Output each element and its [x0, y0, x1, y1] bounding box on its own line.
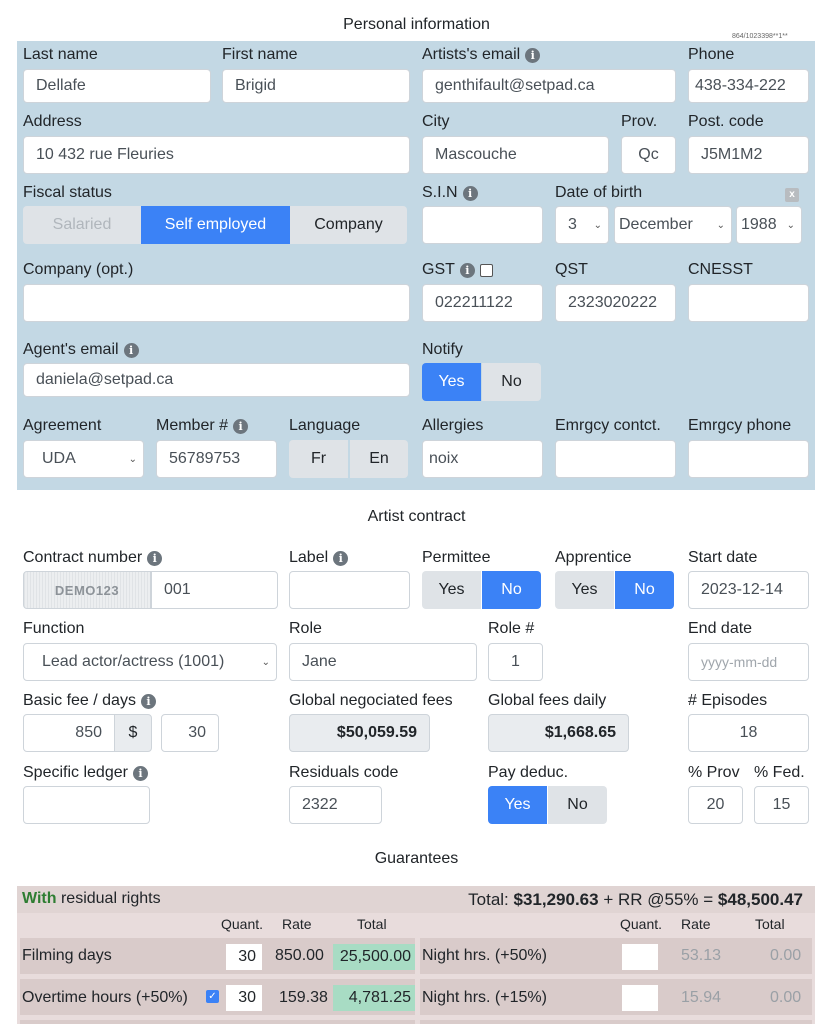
info-icon[interactable]: i: [525, 48, 540, 63]
episodes-input[interactable]: 18: [688, 714, 809, 752]
language-label: Language: [289, 417, 361, 434]
first-name-input[interactable]: Brigid: [222, 69, 410, 103]
company-input[interactable]: [23, 284, 410, 322]
personal-section-title: Personal information: [343, 16, 490, 33]
emergency-phone-label: Emrgcy phone: [688, 417, 792, 434]
permittee-no-button[interactable]: No: [482, 571, 541, 609]
dob-label: Date of birth: [555, 184, 643, 201]
city-input[interactable]: Mascouche: [422, 136, 609, 174]
label-input[interactable]: [289, 571, 410, 609]
residuals-code-input[interactable]: 2322: [289, 786, 382, 824]
permittee-yes-button[interactable]: Yes: [422, 571, 481, 609]
artist-email-label: Artists's email i: [422, 46, 540, 64]
night-hrs-50-total: 0.00: [770, 947, 802, 964]
prov-label: Prov.: [621, 113, 658, 130]
guarantees-section-title: Guarantees: [374, 850, 459, 867]
permittee-label: Permittee: [422, 549, 491, 566]
emergency-phone-input[interactable]: [688, 440, 809, 478]
role-label: Role: [289, 620, 322, 637]
global-fees-label: Global negociated fees: [289, 692, 453, 709]
fed-pct-label: % Fed.: [754, 764, 805, 781]
total-header-left: Total: [357, 916, 387, 932]
member-input[interactable]: 56789753: [156, 440, 277, 478]
info-icon[interactable]: i: [460, 263, 475, 278]
agreement-select[interactable]: UDA ⌄: [23, 440, 144, 478]
language-fr-button[interactable]: Fr: [289, 440, 348, 478]
specific-ledger-input[interactable]: [23, 786, 150, 824]
chevron-down-icon: ⌄: [593, 219, 602, 231]
fiscal-company-button[interactable]: Company: [290, 206, 407, 244]
allergies-label: Allergies: [422, 417, 484, 434]
function-select[interactable]: Lead actor/actress (1001) ⌄: [23, 643, 277, 681]
overtime-total: 4,781.25: [333, 985, 415, 1011]
contract-number-input[interactable]: 001: [151, 571, 278, 609]
specific-ledger-label: Specific ledger i: [23, 764, 148, 782]
info-icon[interactable]: i: [147, 551, 162, 566]
city-label: City: [422, 113, 450, 130]
chevron-down-icon: ⌄: [261, 656, 270, 668]
pay-deduc-label: Pay deduc.: [488, 764, 569, 781]
apprentice-label: Apprentice: [555, 549, 632, 566]
phone-input[interactable]: 438-334-222: [688, 69, 809, 103]
filming-days-rate: 850.00: [275, 947, 324, 964]
artist-email-input[interactable]: genthifault@setpad.ca: [422, 69, 676, 103]
qst-input[interactable]: 2323020222: [555, 284, 676, 322]
clear-date-button[interactable]: x: [785, 188, 799, 202]
fed-pct-input[interactable]: 15: [754, 786, 809, 824]
overtime-checkbox[interactable]: ✓: [206, 990, 219, 1003]
info-icon[interactable]: i: [133, 766, 148, 781]
info-icon[interactable]: i: [233, 419, 248, 434]
emergency-contact-input[interactable]: [555, 440, 676, 478]
dob-month-select[interactable]: December ⌄: [614, 206, 732, 244]
last-name-label: Last name: [23, 46, 98, 63]
overtime-rate: 159.38: [279, 989, 328, 1006]
quant-header-left: Quant.: [221, 916, 264, 932]
fiscal-self-employed-button[interactable]: Self employed: [141, 206, 290, 244]
gst-checkbox[interactable]: [480, 264, 493, 277]
global-daily-label: Global fees daily: [488, 692, 607, 709]
qst-label: QST: [555, 261, 588, 278]
global-daily-output: $1,668.65: [488, 714, 629, 752]
currency-addon: $: [114, 714, 152, 752]
info-icon[interactable]: i: [463, 186, 478, 201]
overtime-quant-input[interactable]: 30: [226, 985, 262, 1011]
contract-prefix: DEMO123: [23, 571, 151, 609]
quant-header-right: Quant.: [620, 916, 663, 932]
agreement-label: Agreement: [23, 417, 102, 434]
total-header-right: Total: [755, 916, 785, 932]
guarantees-total: Total: $31,290.63 + RR @55% = $48,500.47: [468, 890, 803, 909]
night-hrs-50-label: Night hrs. (+50%): [422, 947, 547, 964]
agent-email-input[interactable]: daniela@setpad.ca: [23, 363, 410, 397]
info-icon[interactable]: i: [141, 694, 156, 709]
filming-days-total: 25,500.00: [333, 944, 415, 970]
filming-days-label: Filming days: [22, 947, 112, 964]
contract-section-title: Artist contract: [367, 508, 466, 525]
member-label: Member # i: [156, 417, 248, 435]
table-row: [20, 1020, 415, 1024]
last-name-input[interactable]: Dellafe: [23, 69, 211, 103]
night-hrs-50-quant-input[interactable]: [622, 944, 658, 970]
global-fees-output: $50,059.59: [289, 714, 430, 752]
night-hrs-15-quant-input[interactable]: [622, 985, 658, 1011]
notify-yes-button[interactable]: Yes: [422, 363, 481, 401]
notify-no-button[interactable]: No: [482, 363, 541, 401]
chevron-down-icon: ⌄: [716, 219, 725, 231]
gst-input[interactable]: 022211122: [422, 284, 543, 322]
prov-pct-input[interactable]: 20: [688, 786, 743, 824]
agent-email-label: Agent's email i: [23, 341, 139, 359]
emergency-contact-label: Emrgcy contct.: [555, 417, 661, 434]
notify-label: Notify: [422, 341, 463, 358]
address-input[interactable]: 10 432 rue Fleuries: [23, 136, 410, 174]
filming-days-quant-input[interactable]: 30: [226, 944, 262, 970]
apprentice-no-button[interactable]: No: [615, 571, 674, 609]
info-icon[interactable]: i: [333, 551, 348, 566]
start-date-label: Start date: [688, 549, 758, 566]
sin-input[interactable]: [422, 206, 543, 244]
chevron-down-icon: ⌄: [128, 453, 137, 465]
night-hrs-15-rate: 15.94: [681, 989, 722, 1006]
apprentice-yes-button[interactable]: Yes: [555, 571, 614, 609]
fiscal-status-label: Fiscal status: [23, 184, 112, 201]
cnesst-input[interactable]: [688, 284, 809, 322]
pay-deduc-yes-button[interactable]: Yes: [488, 786, 547, 824]
dob-day-select[interactable]: 3 ⌄: [555, 206, 609, 244]
sin-label: S.I.N i: [422, 184, 478, 202]
first-name-label: First name: [222, 46, 298, 63]
pay-deduc-no-button[interactable]: No: [548, 786, 607, 824]
post-code-input[interactable]: J5M1M2: [688, 136, 809, 174]
company-label: Company (opt.): [23, 261, 134, 278]
residuals-code-label: Residuals code: [289, 764, 399, 781]
start-date-input[interactable]: 2023-12-14: [688, 571, 809, 609]
prov-input[interactable]: Qc: [621, 136, 676, 174]
basic-fee-label: Basic fee / days i: [23, 692, 156, 710]
rate-header-left: Rate: [282, 916, 312, 932]
post-code-label: Post. code: [688, 113, 764, 130]
rate-header-right: Rate: [681, 916, 711, 932]
end-date-input[interactable]: yyyy-mm-dd: [688, 643, 809, 681]
end-date-label: End date: [688, 620, 753, 637]
phone-label: Phone: [688, 46, 735, 63]
days-input[interactable]: 30: [161, 714, 219, 752]
prov-pct-label: % Prov: [688, 764, 740, 781]
address-label: Address: [23, 113, 82, 130]
allergies-input[interactable]: noix: [422, 440, 543, 478]
table-row: [420, 1020, 812, 1024]
role-number-input[interactable]: 1: [488, 643, 543, 681]
basic-fee-input[interactable]: 850: [23, 714, 115, 752]
episodes-label: # Episodes: [688, 692, 768, 709]
role-number-label: Role #: [488, 620, 535, 637]
fiscal-salaried-button[interactable]: Salaried: [23, 206, 141, 244]
label-label: Label i: [289, 549, 348, 567]
residual-rights-label: With residual rights: [22, 890, 161, 907]
night-hrs-15-total: 0.00: [770, 989, 802, 1006]
contract-number-label: Contract number i: [23, 549, 162, 567]
info-icon[interactable]: i: [124, 343, 139, 358]
chevron-down-icon: ⌄: [786, 219, 795, 231]
language-en-button[interactable]: En: [350, 440, 408, 478]
cnesst-label: CNESST: [688, 261, 753, 278]
role-input[interactable]: Jane: [289, 643, 477, 681]
function-label: Function: [23, 620, 85, 637]
dob-year-select[interactable]: 1988 ⌄: [736, 206, 802, 244]
night-hrs-50-rate: 53.13: [681, 947, 722, 964]
night-hrs-15-label: Night hrs. (+15%): [422, 989, 547, 1006]
overtime-hours-label: Overtime hours (+50%): [22, 989, 188, 1006]
gst-label: GST i: [422, 261, 493, 279]
reference-code: 864/1023398**1**: [732, 33, 788, 40]
